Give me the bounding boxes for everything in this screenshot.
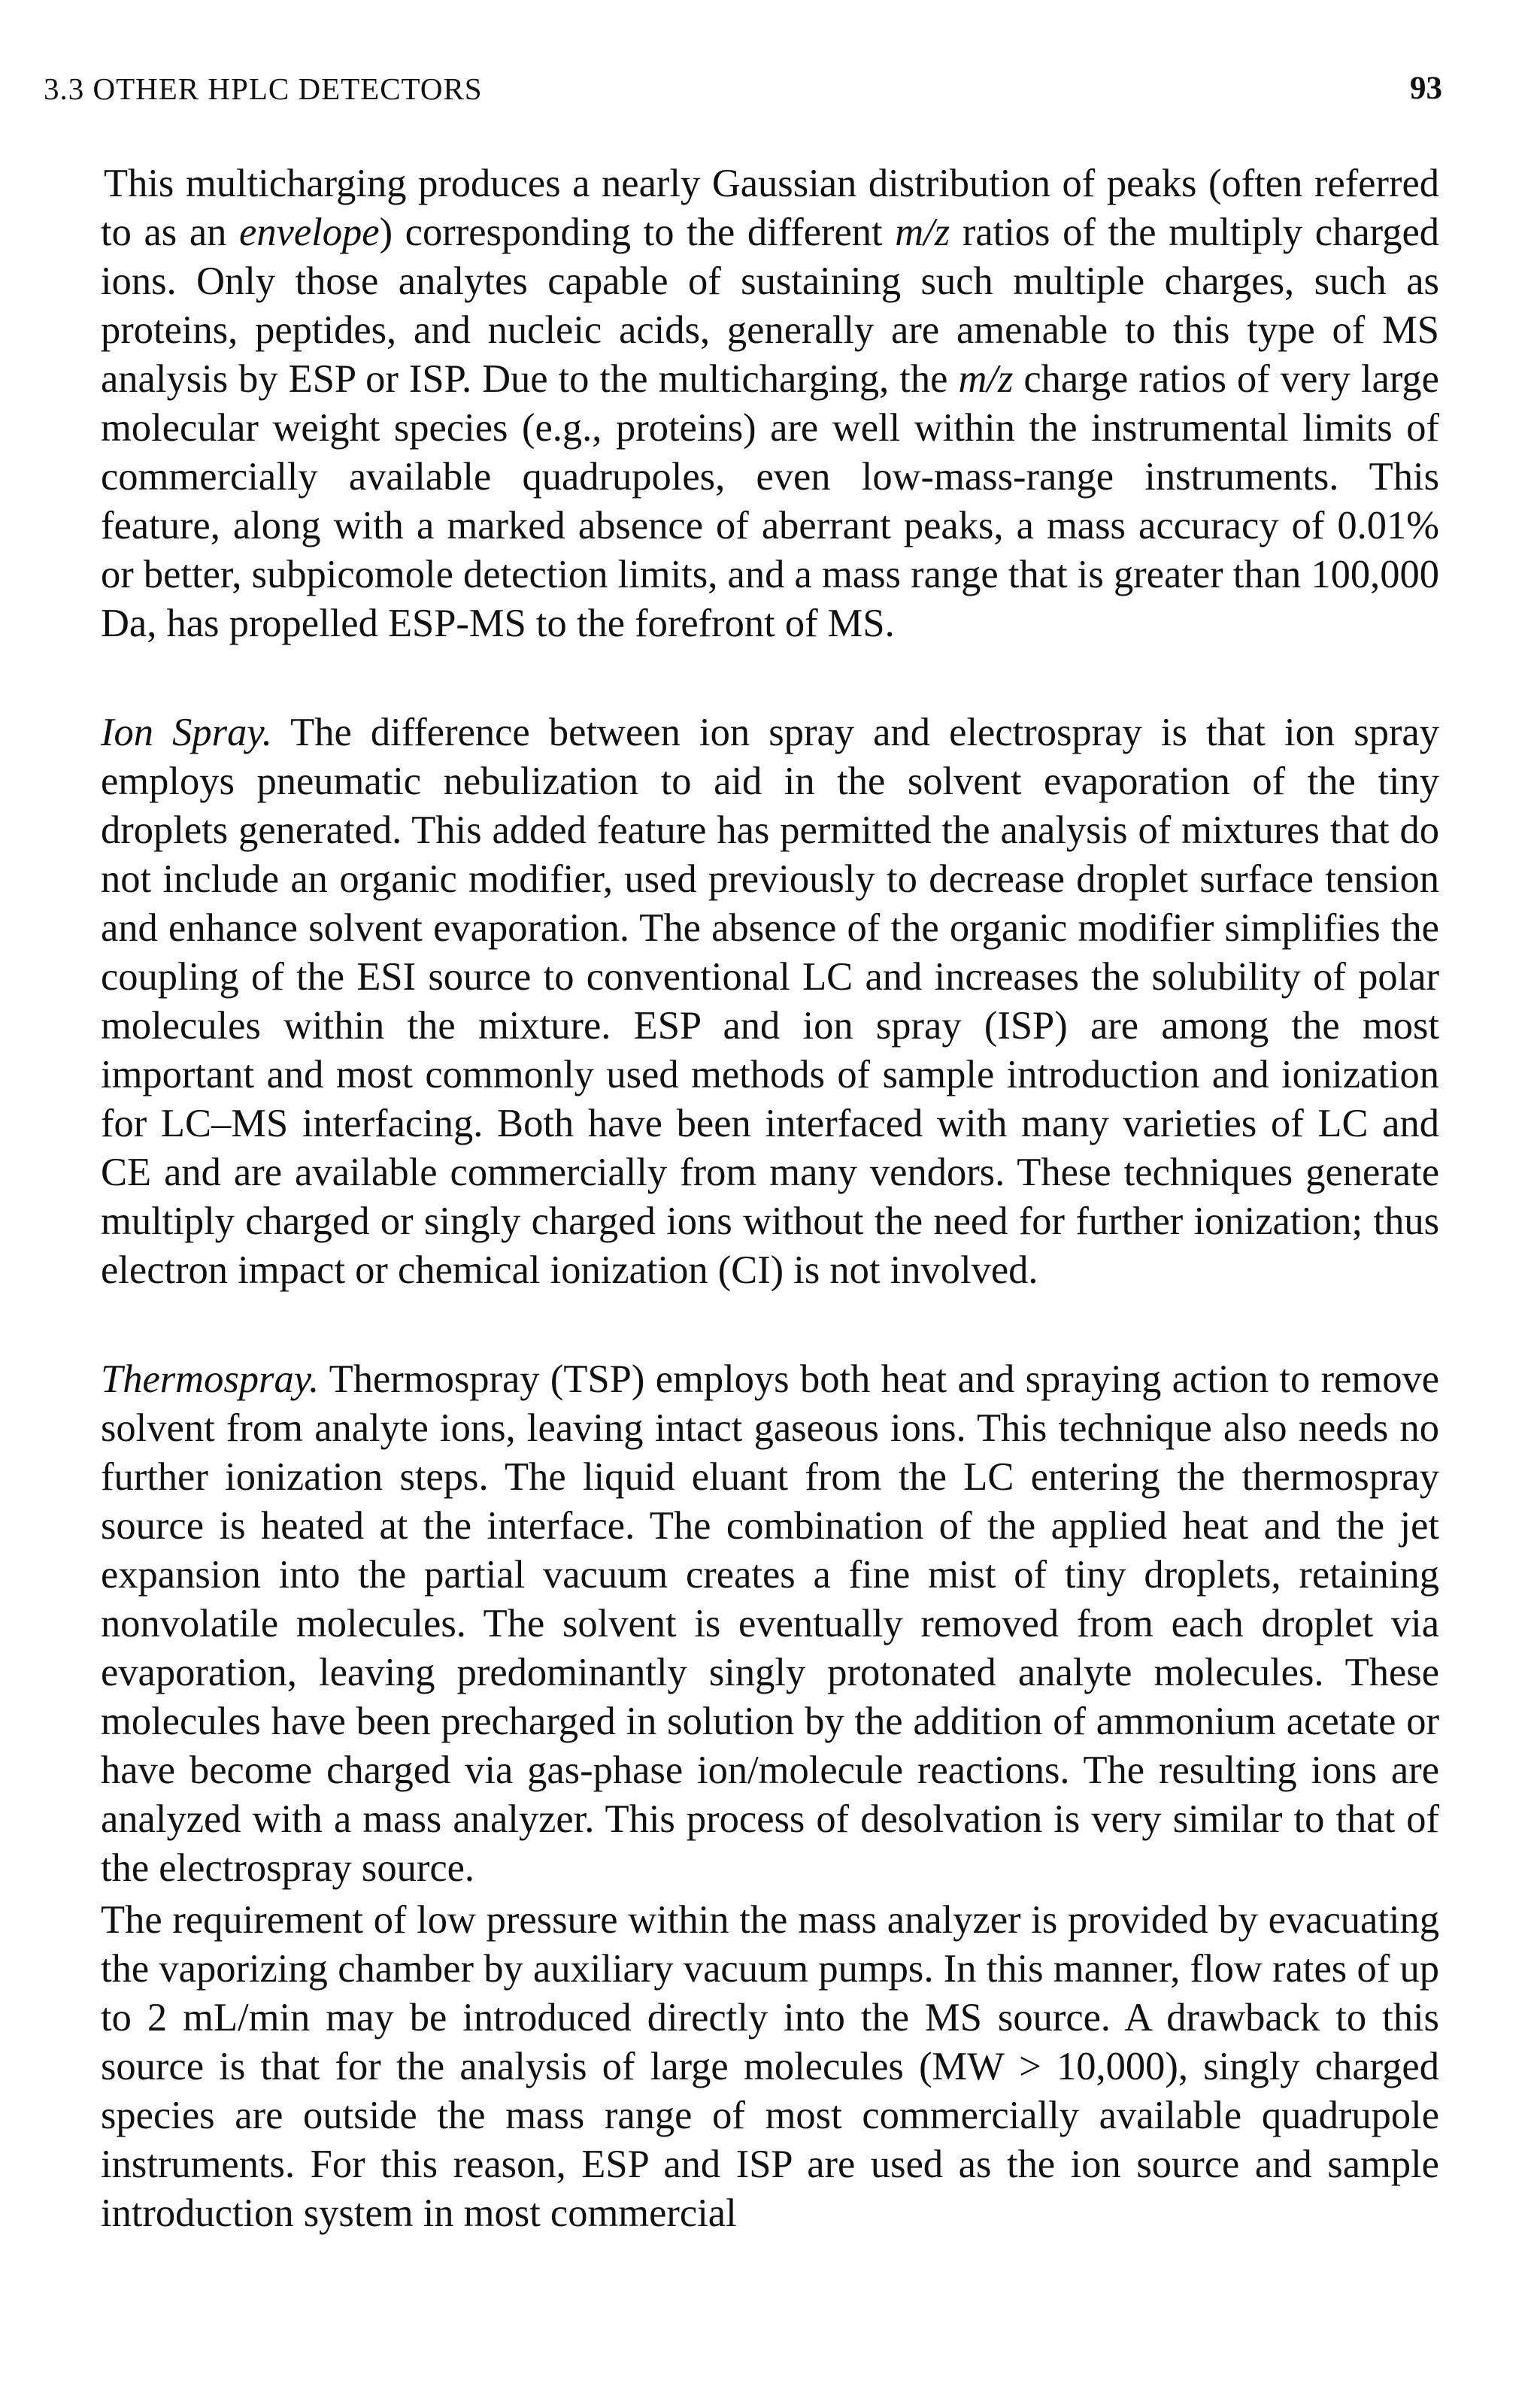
italic-term-mz: m/z	[895, 211, 950, 254]
text-run: The difference between ion spray and electrospray is that ion spray employs pneumatic nebulization to aid in the solvent evaporation of the tiny droplets generated. This added feature has permitted the analysis of mixtures that do not include an organic modifier, used previously to decrease droplet surface tension and enhance solvent evaporation. The absence of the organic modifier simplifies the coupling of the ESI source to conventional LC and increases the solubility of polar molecules within the mixture. ESP and ion spray (ISP) are among the most important and most commonly used methods of sample introduction and ionization for LC–MS interfacing. Both have been interfaced with many varieties of LC and CE and are available commercially from many vendors. These techniques generate multiply charged or singly charged ions without the need for further ionization; thus electron impact or chemical ionization (CI) is not involved.	[101, 711, 1439, 1292]
text-run: ) corresponding to the different	[379, 211, 896, 254]
paragraph-thermospray	[101, 1355, 1439, 1893]
paragraph-multicharging	[101, 159, 1439, 648]
run-in-heading-thermospray: Thermospray.	[101, 1357, 320, 1401]
paragraph-ion-spray	[101, 708, 1439, 1295]
italic-term-mz: m/z	[958, 357, 1014, 401]
text-run: This multicharging produces a nearly Gaussian distribution of peaks (often referred to as an	[101, 162, 1439, 254]
run-in-heading-ion-spray: Ion Spray.	[101, 711, 272, 754]
text-run: ratios of the multiply charged ions. Only those analytes capable of sustaining such multiple charges, such as proteins, peptides, and nucleic acids, generally are amenable to this type of MS analysis by ESP or ISP. Due to the multicharging, the	[101, 211, 1439, 401]
paragraph-low-pressure	[101, 1896, 1439, 2238]
page-number: 93	[1410, 71, 1442, 106]
body-text	[101, 159, 1439, 2238]
text-run: The requirement of low pressure within the mass analyzer is provided by evacuating the vaporizing chamber by auxiliary vacuum pumps. In this manner, flow rates of up to 2 mL/min may be introduced directly into the MS source. A drawback to this source is that for the analysis of large molecules (MW > 10,000), singly charged species are outside the mass range of most commercially available quadrupole instruments. For this reason, ESP and ISP are used as the ion source and sample introduction system in most commercial	[101, 1898, 1439, 2235]
italic-term-envelope: envelope	[239, 211, 380, 254]
text-run: charge ratios of very large molecular weight species (e.g., proteins) are well within the instrumental limits of commercially available quadrupoles, even low-mass-range instruments. This feature, along with a marked absence of aberrant peaks, a mass accuracy of 0.01% or better, subpicomole detection limits, and a mass range that is greater than 100,000 Da, has propelled ESP-MS to the forefront of MS.	[101, 357, 1439, 645]
running-header	[44, 66, 1442, 111]
text-run: Thermospray (TSP) employs both heat and spraying action to remove solvent from analyte ions, leaving intact gaseous ions. This technique also needs no further ionization steps. The liquid eluant from the LC entering the thermospray source is heated at the interface. The combination of the applied heat and the jet expansion into the partial vacuum creates a fine mist of tiny droplets, retaining nonvolatile molecules. The solvent is eventually removed from each droplet via evaporation, leaving predominantly singly protonated analyte molecules. These molecules have been precharged in solution by the addition of ammonium acetate or have become charged via gas-phase ion/molecule reactions. The resulting ions are analyzed with a mass analyzer. This process of desolvation is very similar to that of the electrospray source.	[101, 1357, 1439, 1890]
section-title: 3.3 OTHER HPLC DETECTORS	[44, 71, 483, 106]
